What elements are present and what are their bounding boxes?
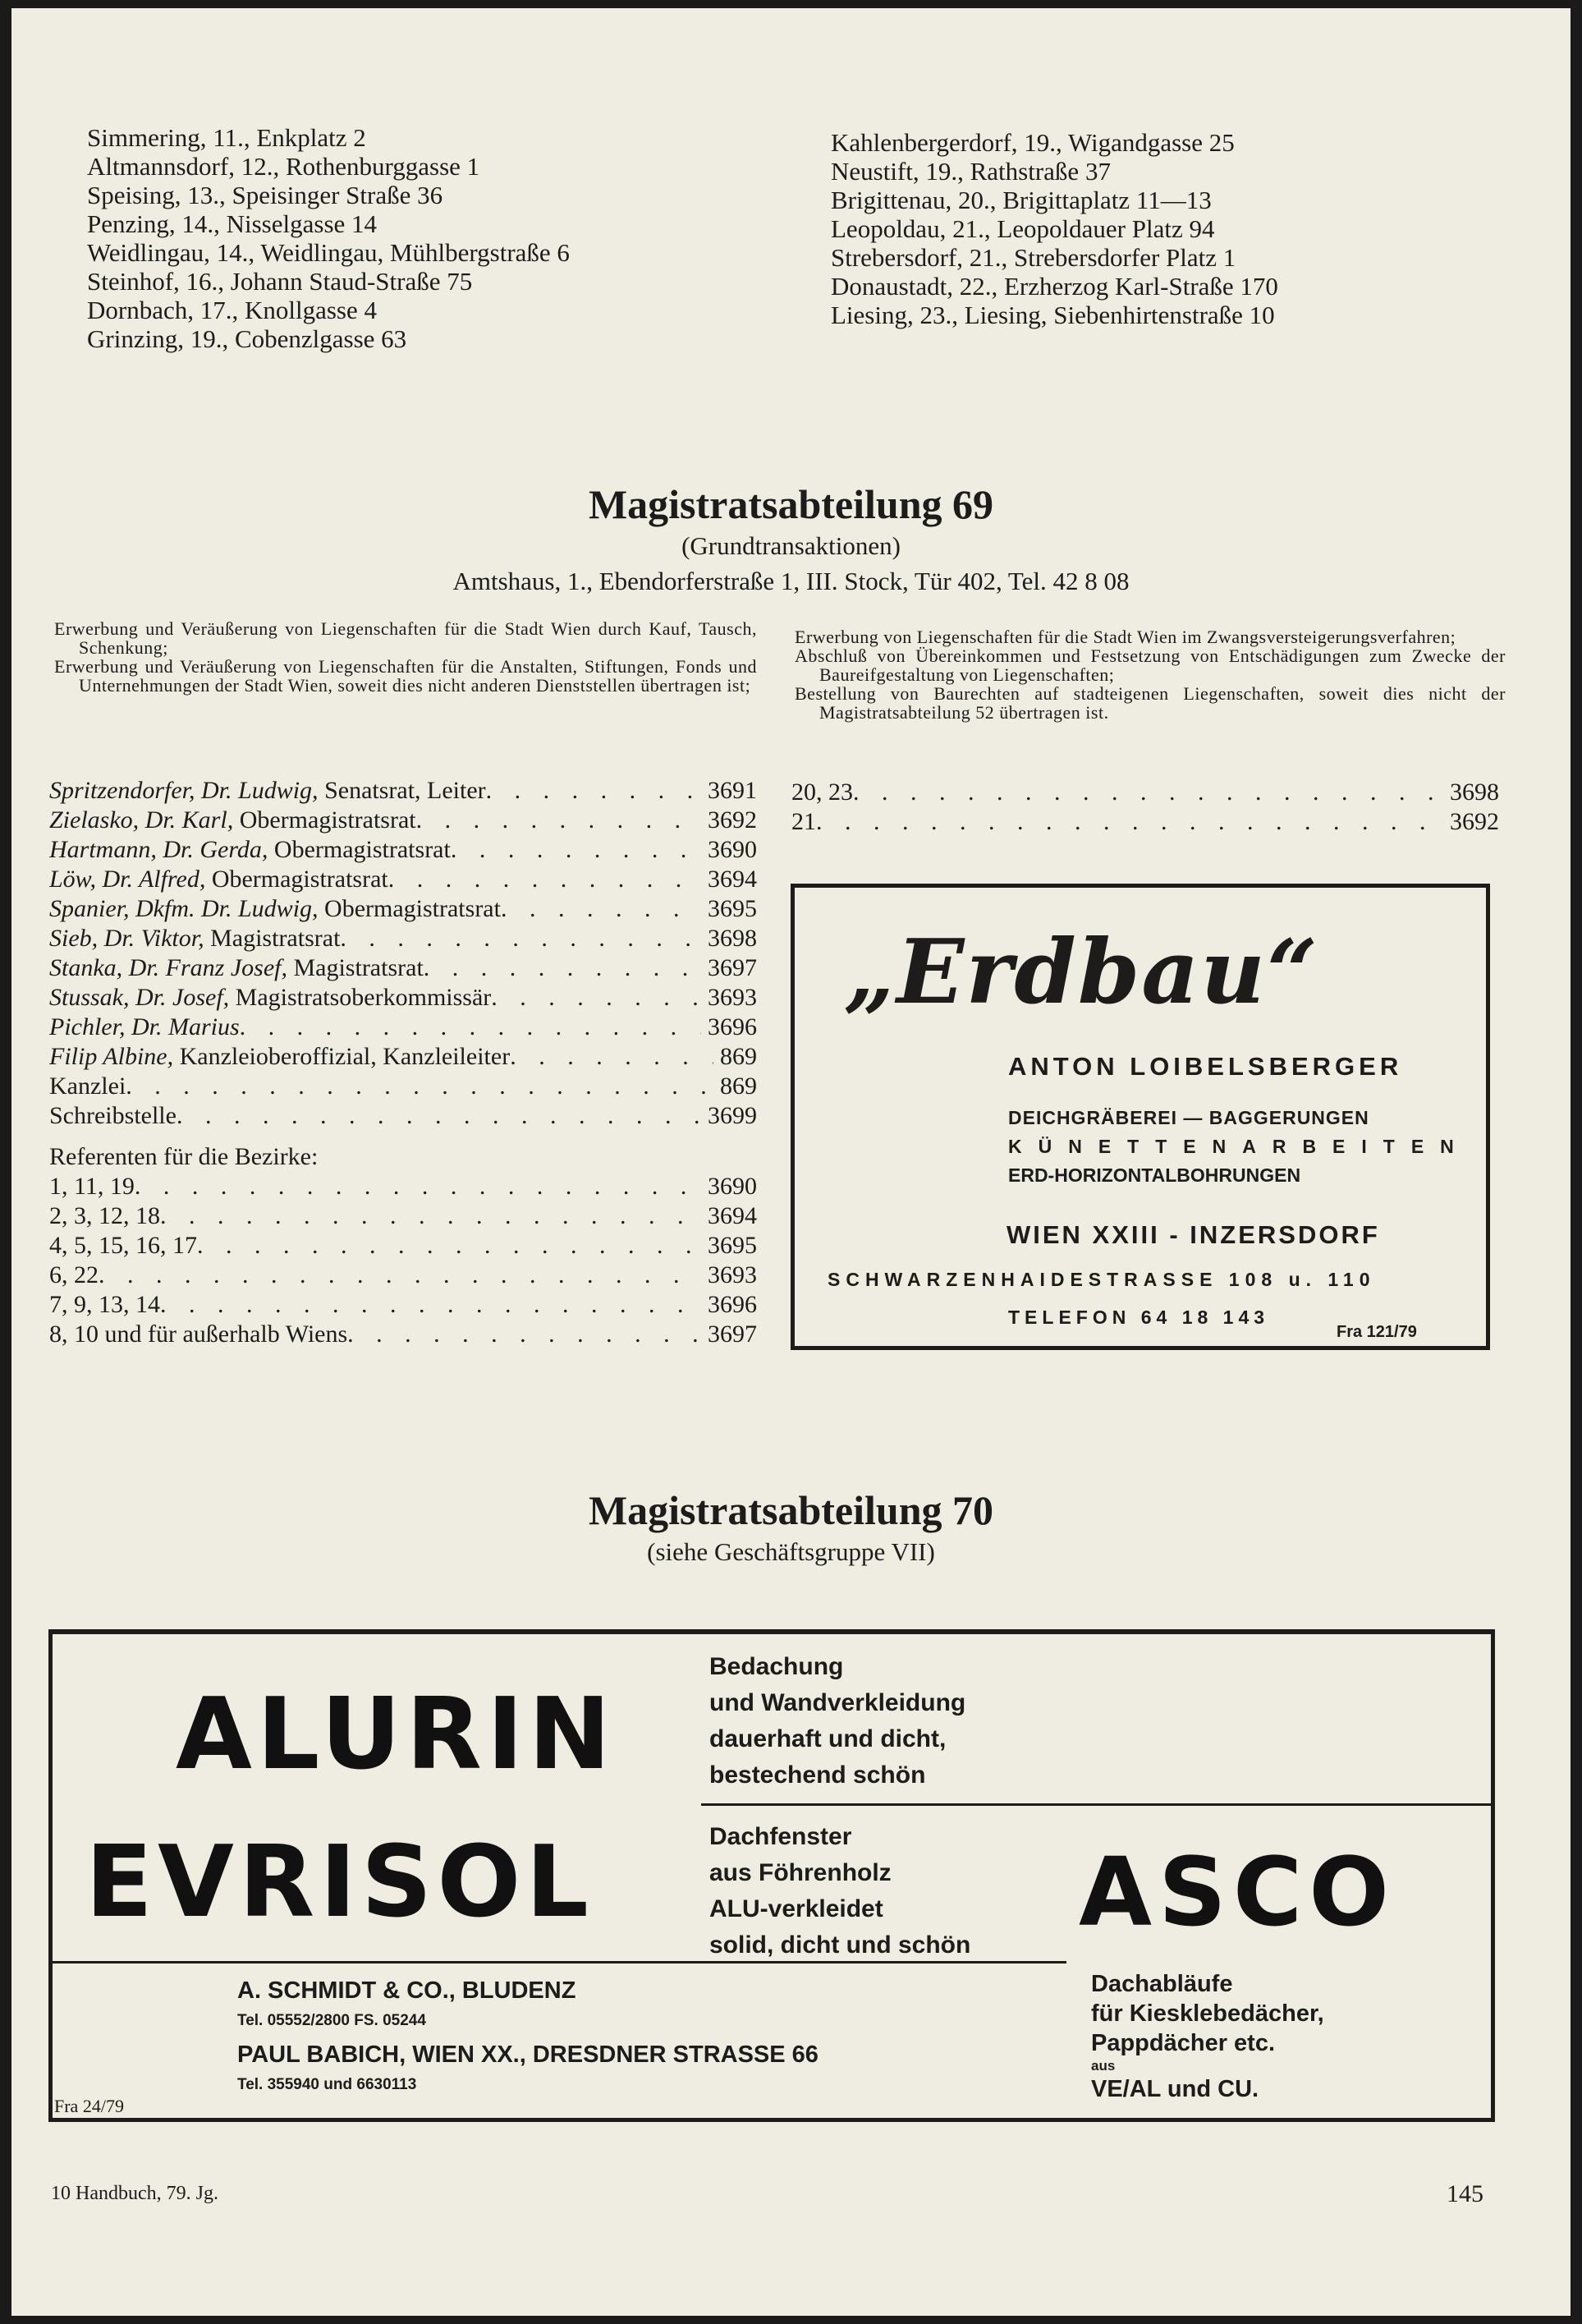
erdbau-owner: ANTON LOIBELSBERGER [1008, 1052, 1403, 1081]
ad-erdbau [791, 884, 1490, 1350]
staff-row: Löw, Dr. Alfred, Obermagistratsrat . . . 3694 [49, 865, 757, 894]
duty-item: Erwerbung und Veräußerung von Liegenschaften für die Anstalten, Stiftungen, Fonds und Unternehmungen der Stadt Wien, soweit dies nicht anderen Dienststellen übertragen ist; [54, 656, 757, 696]
ma69-duties-left [54, 619, 757, 695]
referent-row: 20, 23 . . . 3698 [791, 778, 1499, 807]
company1-tel: Tel. 05552/2800 FS. 05244 [237, 2012, 426, 2029]
footer-left: 10 Handbuch, 79. Jg. [51, 2183, 218, 2204]
erdbau-street: SCHWARZENHAIDESTRASSE 108 u. 110 [828, 1269, 1376, 1290]
list-item: Penzing, 14., Nisselgasse 14 [87, 209, 378, 238]
staff-row: Stanka, Dr. Franz Josef, Magistratsrat . . . 3697 [49, 953, 757, 983]
district-list-left [87, 123, 760, 353]
list-item: Steinhof, 16., Johann Staud-Straße 75 [87, 267, 473, 296]
page [11, 8, 1571, 2316]
list-item: Dornbach, 17., Knollgasse 4 [87, 296, 377, 324]
staff-row: Hartmann, Dr. Gerda, Obermagistratsrat . . . 3690 [49, 835, 757, 865]
ma70-title: Magistratsabteilung 70 [588, 1487, 994, 1533]
list-item: Brigittenau, 20., Brigittaplatz 11—13 [831, 186, 1212, 214]
referent-row: 21 . . . 3692 [791, 807, 1499, 837]
page-number: 145 [1447, 2180, 1483, 2207]
ma69-duties-right [795, 627, 1506, 722]
referent-row: 4, 5, 15, 16, 17 . . . 3695 [49, 1231, 757, 1261]
erdbau-line3: ERD-HORIZONTALBOHRUNGEN [1008, 1164, 1301, 1186]
ma70-subtitle: (siehe Geschäftsgruppe VII) [647, 1537, 935, 1566]
duty-item: Abschluß von Übereinkommen und Festsetzung von Entschädigungen zum Zwecke der Baureifgestaltung von Liegenschaften; [795, 645, 1506, 685]
asco-text: Dachabläufe für Kiesklebedächer, Pappdächer etc. aus VE/AL und CU. [1091, 1971, 1324, 2102]
ad-alurin [48, 1629, 1495, 2122]
erdbau-phone: TELEFON 64 18 143 [1008, 1307, 1270, 1328]
erdbau-line2: KÜNETTENARBEITEN [1008, 1136, 1470, 1157]
duty-item: Erwerbung und Veräußerung von Liegenschaften für die Stadt Wien durch Kauf, Tausch, Schenkung; [54, 618, 757, 658]
ma69-subtitle: (Grundtransaktionen) [681, 531, 901, 560]
company2: PAUL BABICH, WIEN XX., DRESDNER STRASSE 66 [237, 2042, 819, 2068]
ma69-title: Magistratsabteilung 69 [588, 481, 994, 527]
staff-row: Spritzendorfer, Dr. Ludwig, Senatsrat, Leiter . . . 3691 [49, 776, 757, 806]
ad-divider [701, 1803, 1491, 1806]
staff-row: Stussak, Dr. Josef, Magistratsoberkommissär . . . 3693 [49, 983, 757, 1013]
erdbau-ref: Fra 121/79 [1337, 1323, 1417, 1341]
list-item: Grinzing, 19., Cobenzlgasse 63 [87, 324, 407, 353]
list-item: Neustift, 19., Rathstraße 37 [831, 157, 1111, 186]
erdbau-line1: DEICHGRÄBEREI — BAGGERUNGEN [1008, 1107, 1369, 1128]
list-item: Simmering, 11., Enkplatz 2 [87, 123, 366, 152]
list-item: Altmannsdorf, 12., Rothenburggasse 1 [87, 152, 480, 181]
erdbau-brand: „Erdbau“ [844, 921, 1319, 1024]
staff-row: Filip Albine, Kanzleioberoffizial, Kanzleileiter . . . 869 [49, 1042, 757, 1072]
alurin-ref: Fra 24/79 [54, 2096, 124, 2116]
referent-row: 8, 10 und für außerhalb Wiens . . . 3697 [49, 1320, 757, 1349]
list-item: Liesing, 23., Liesing, Siebenhirtenstraße 10 [831, 301, 1275, 329]
list-item: Weidlingau, 14., Weidlingau, Mühlbergstraße 6 [87, 238, 570, 267]
asco-logo: ASCO [1079, 1838, 1396, 1948]
staff-row: Kanzlei . . . 869 [49, 1072, 757, 1101]
staff-row: Zielasko, Dr. Karl, Obermagistratsrat . . . 3692 [49, 806, 757, 835]
staff-row: Pichler, Dr. Marius . . . 3696 [49, 1013, 757, 1042]
referent-row: 7, 9, 13, 14 . . . 3696 [49, 1290, 757, 1320]
company2-tel: Tel. 355940 und 6630113 [237, 2076, 417, 2093]
staff-row: Sieb, Dr. Viktor, Magistratsrat . . . 3698 [49, 924, 757, 953]
list-item: Leopoldau, 21., Leopoldauer Platz 94 [831, 214, 1215, 243]
evrisol-text: Dachfenster aus Föhrenholz ALU-verkleidet solid, dicht und schön [709, 1823, 971, 1959]
list-item: Donaustadt, 22., Erzherzog Karl-Straße 170 [831, 272, 1278, 301]
staff-row: Spanier, Dkfm. Dr. Ludwig, Obermagistratsrat . . . 3695 [49, 894, 757, 924]
duty-item: Erwerbung von Liegenschaften für die Stadt Wien im Zwangsversteigerungsverfahren; [795, 627, 1456, 647]
ma69-staff-list [49, 776, 757, 1349]
alurin-logo: ALURIN [176, 1678, 616, 1792]
staff-row: Schreibstelle . . . 3699 [49, 1101, 757, 1131]
referent-row: 1, 11, 19 . . . 3690 [49, 1172, 757, 1201]
duty-item: Bestellung von Baurechten auf stadteigenen Liegenschaften, soweit dies nicht der Magistratsabteilung 52 übertragen ist. [795, 683, 1506, 723]
ma69-referenten-right [791, 778, 1499, 837]
referenten-heading: Referenten für die Bezirke: [49, 1143, 319, 1170]
list-item: Kahlenbergerdorf, 19., Wigandgasse 25 [831, 128, 1235, 157]
referent-row: 6, 22 . . . 3693 [49, 1261, 757, 1290]
company1: A. SCHMIDT & CO., BLUDENZ [237, 1977, 576, 2004]
district-list-right [831, 128, 1504, 329]
alurin-text: Bedachung und Wandverkleidung dauerhaft und dicht, bestechend schön [709, 1653, 966, 1789]
list-item: Speising, 13., Speisinger Straße 36 [87, 181, 443, 209]
ma69-address: Amtshaus, 1., Ebendorferstraße 1, III. Stock, Tür 402, Tel. 42 8 08 [452, 567, 1130, 595]
list-item: Strebersdorf, 21., Strebersdorfer Platz 1 [831, 243, 1236, 272]
evrisol-logo: EVRISOL [85, 1826, 594, 1940]
referent-row: 2, 3, 12, 18 . . . 3694 [49, 1201, 757, 1231]
erdbau-city: WIEN XXIII - INZERSDORF [1007, 1220, 1380, 1249]
